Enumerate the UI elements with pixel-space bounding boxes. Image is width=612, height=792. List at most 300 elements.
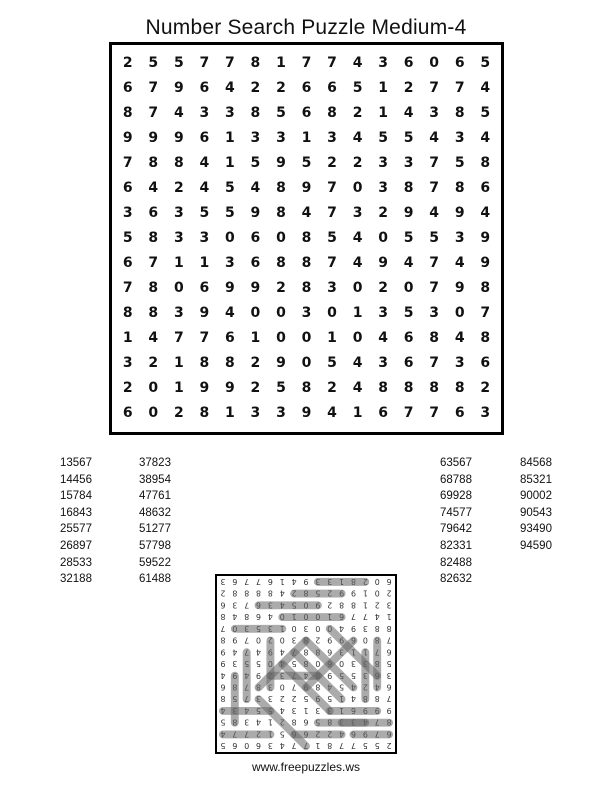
grid-cell: 7 (429, 255, 440, 272)
grid-cell: 4 (454, 255, 465, 272)
grid-cell: 5 (327, 229, 337, 246)
solution-digit: 8 (350, 576, 356, 586)
solution-digit: 2 (386, 741, 392, 751)
solution-digit: 8 (256, 588, 262, 598)
solution-digit: 7 (244, 682, 250, 692)
grid-cell: 2 (148, 355, 159, 372)
solution-digit: 5 (315, 717, 321, 727)
solution-digit: 3 (232, 659, 238, 669)
grid-cell: 4 (225, 79, 235, 96)
solution-digit: 4 (232, 612, 238, 622)
solution-digit: 9 (362, 729, 368, 739)
grid-cell: 6 (454, 405, 465, 422)
solution-digit: 3 (386, 600, 392, 610)
solution-digit: 3 (244, 623, 250, 633)
solution-digit: 3 (267, 600, 273, 610)
solution-digit: 1 (279, 623, 285, 633)
solution-digit: 7 (291, 647, 297, 657)
solution-digit: 1 (350, 647, 356, 657)
word-item: 14456 (60, 473, 92, 486)
solution-digit: 7 (244, 729, 250, 739)
grid-cell: 9 (250, 204, 261, 221)
solution-digit: 0 (374, 588, 380, 598)
solution-digit: 5 (256, 659, 262, 669)
grid-cell: 7 (429, 280, 440, 297)
solution-digit: 5 (315, 588, 321, 598)
solution-digit: 8 (291, 717, 297, 727)
solution-digit: 3 (350, 659, 356, 669)
grid-cell: 0 (276, 229, 286, 246)
grid-cell: 3 (378, 305, 388, 322)
solution-digit: 5 (339, 670, 345, 680)
solution-digit: 1 (279, 576, 285, 586)
grid-cell: 3 (276, 405, 286, 422)
solution-digit: 4 (232, 647, 238, 657)
grid-cell: 4 (352, 129, 363, 146)
solution-digit: 8 (220, 635, 226, 645)
word-item: 25577 (60, 523, 92, 536)
grid-cell: 9 (225, 380, 235, 397)
grid-cell: 7 (173, 330, 184, 347)
solution-digit: 6 (350, 705, 356, 715)
solution-digit: 3 (315, 705, 321, 715)
grid-cell: 7 (327, 179, 337, 196)
word-item: 84568 (520, 457, 552, 469)
grid-cell: 7 (454, 79, 465, 96)
solution-digit: 6 (350, 729, 356, 739)
solution-digit: 8 (327, 717, 333, 727)
solution-digit: 3 (256, 694, 262, 704)
word-item: 38954 (139, 473, 171, 486)
solution-digit: 4 (279, 647, 285, 657)
grid-cell: 5 (480, 54, 491, 71)
solution-digit: 1 (291, 612, 297, 622)
grid-cell: 6 (403, 355, 414, 372)
solution-digit: 7 (244, 635, 250, 645)
word-item: 82488 (440, 556, 472, 569)
grid-cell: 7 (301, 54, 312, 71)
grid-cell: 7 (122, 280, 133, 297)
solution-digit: 8 (244, 612, 250, 622)
grid-cell: 1 (122, 330, 133, 347)
word-item: 57798 (139, 539, 171, 552)
grid-cell: 8 (276, 204, 286, 221)
grid-cell: 4 (480, 79, 491, 96)
solution-digit: 1 (362, 647, 368, 657)
solution-digit: 3 (315, 576, 321, 586)
grid-cell: 4 (148, 179, 159, 196)
grid-cell: 4 (173, 104, 184, 121)
solution-digit: 4 (256, 717, 262, 727)
grid-cell: 8 (122, 104, 133, 121)
solution-digit: 3 (232, 600, 238, 610)
solution-digit: 4 (374, 682, 380, 692)
grid-cell: 7 (148, 255, 159, 272)
solution-digit: 5 (256, 623, 262, 633)
grid-cell: 8 (480, 330, 491, 347)
solution-digit: 7 (362, 612, 368, 622)
grid-cell: 1 (352, 405, 363, 422)
solution-digit: 0 (339, 659, 345, 669)
grid-cell: 8 (122, 305, 133, 322)
grid-cell: 7 (225, 54, 235, 71)
solution-digit: 4 (279, 741, 285, 751)
grid-cell: 1 (327, 330, 337, 347)
solution-digit: 5 (362, 741, 368, 751)
solution-digit: 3 (386, 670, 392, 680)
solution-digit: 5 (256, 705, 262, 715)
solution-digit: 7 (220, 623, 226, 633)
grid-cell: 3 (327, 129, 337, 146)
solution-digit: 1 (339, 705, 345, 715)
grid-cell: 3 (122, 204, 133, 221)
grid-cell: 6 (480, 179, 491, 196)
grid-cell: 7 (148, 79, 159, 96)
grid-cell: 2 (403, 79, 414, 96)
solution-digit: 6 (256, 741, 262, 751)
word-item: 82632 (440, 573, 472, 586)
solution-digit: 8 (244, 588, 250, 598)
solution-digit: 2 (327, 588, 333, 598)
grid-cell: 8 (301, 380, 312, 397)
solution-digit: 9 (303, 576, 309, 586)
solution-digit: 2 (291, 694, 297, 704)
solution-digit: 7 (232, 729, 238, 739)
grid-cell: 9 (301, 179, 312, 196)
solution-digit: 2 (315, 635, 321, 645)
solution-digit: 5 (291, 600, 297, 610)
solution-digit: 2 (386, 588, 392, 598)
solution-digit: 3 (279, 670, 285, 680)
grid-cell: 4 (429, 204, 440, 221)
grid-cell: 3 (250, 129, 261, 146)
grid-cell: 0 (276, 305, 286, 322)
grid-cell: 5 (276, 104, 286, 121)
solution-digit: 0 (315, 659, 321, 669)
grid-cell: 7 (429, 179, 440, 196)
grid-cell: 0 (429, 54, 440, 71)
solution-digit: 8 (267, 588, 273, 598)
solution-digit: 8 (232, 588, 238, 598)
solution-digit: 3 (267, 741, 273, 751)
solution-digit: 4 (220, 705, 226, 715)
grid-cell: 6 (378, 405, 388, 422)
grid-cell: 8 (301, 229, 312, 246)
word-item: 59522 (139, 556, 171, 569)
solution-digit: 7 (374, 717, 380, 727)
solution-digit: 2 (267, 635, 273, 645)
solution-digit: 0 (279, 635, 285, 645)
solution-digit: 2 (291, 588, 297, 598)
solution-digit: 3 (362, 623, 368, 633)
word-item: 61488 (139, 573, 171, 586)
grid-cell: 2 (276, 79, 286, 96)
grid-cell: 6 (199, 280, 210, 297)
solution-digit: 4 (279, 705, 285, 715)
solution-digit: 7 (244, 600, 250, 610)
solution-digit: 8 (303, 588, 309, 598)
grid-cell: 5 (352, 79, 363, 96)
solution-digit: 1 (339, 576, 345, 586)
word-item: 48632 (139, 506, 171, 519)
grid-cell: 9 (378, 255, 388, 272)
solution-digit: 3 (339, 717, 345, 727)
solution-digit: 9 (339, 588, 345, 598)
grid-cell: 9 (403, 204, 414, 221)
grid-cell: 2 (122, 54, 133, 71)
solution-digit: 8 (374, 659, 380, 669)
grid-cell: 3 (429, 305, 440, 322)
grid-cell: 0 (378, 229, 388, 246)
solution-digit: 3 (362, 659, 368, 669)
grid-cell: 8 (403, 380, 414, 397)
solution-digit: 7 (350, 612, 356, 622)
grid-cell: 7 (327, 204, 337, 221)
grid-cell: 9 (276, 154, 286, 171)
grid-cell: 5 (429, 229, 440, 246)
puzzle-grid (109, 42, 504, 435)
solution-digit: 8 (232, 682, 238, 692)
grid-cell: 4 (199, 154, 210, 171)
solution-digit: 9 (339, 635, 345, 645)
grid-cell: 8 (327, 104, 337, 121)
grid-cell: 9 (480, 255, 491, 272)
solution-digit: 3 (291, 635, 297, 645)
word-item: 63567 (440, 457, 472, 469)
solution-digit: 6 (339, 612, 345, 622)
solution-digit: 2 (327, 600, 333, 610)
solution-digit: 0 (315, 623, 321, 633)
grid-cell: 4 (327, 405, 337, 422)
grid-cell: 9 (122, 129, 133, 146)
grid-cell: 7 (199, 54, 210, 71)
grid-cell: 1 (378, 79, 388, 96)
solution-digit: 5 (232, 694, 238, 704)
grid-cell: 3 (454, 129, 465, 146)
grid-cell: 2 (327, 380, 337, 397)
grid-cell: 7 (199, 330, 210, 347)
grid-cell: 3 (352, 204, 363, 221)
grid-cell: 8 (480, 154, 491, 171)
solution-digit: 6 (303, 717, 309, 727)
grid-cell: 2 (173, 179, 184, 196)
grid-cell: 5 (148, 54, 159, 71)
solution-digit: 4 (279, 600, 285, 610)
grid-cell: 4 (199, 179, 210, 196)
grid-cell: 6 (250, 229, 261, 246)
solution-digit: 7 (374, 729, 380, 739)
grid-cell: 5 (173, 54, 184, 71)
solution-digit: 6 (267, 576, 273, 586)
solution-digit: 6 (256, 600, 262, 610)
grid-cell: 3 (225, 255, 235, 272)
grid-cell: 7 (480, 305, 491, 322)
solution-digit: 2 (327, 729, 333, 739)
solution-digit: 4 (220, 729, 226, 739)
grid-cell: 3 (199, 104, 210, 121)
grid-cell: 1 (199, 255, 210, 272)
solution-digit: 4 (303, 670, 309, 680)
grid-cell: 8 (250, 104, 261, 121)
solution-digit: 9 (350, 623, 356, 633)
grid-cell: 7 (148, 104, 159, 121)
solution-digit: 7 (386, 635, 392, 645)
grid-cell: 9 (250, 280, 261, 297)
solution-digit: 3 (327, 576, 333, 586)
grid-cell: 3 (378, 54, 388, 71)
grid-cell: 9 (199, 380, 210, 397)
solution-digit: 9 (232, 670, 238, 680)
grid-cell: 7 (403, 405, 414, 422)
word-item: 28533 (60, 556, 92, 569)
solution-digit: 4 (350, 682, 356, 692)
solution-digit: 8 (327, 741, 333, 751)
grid-cell: 8 (429, 330, 440, 347)
solution-digit: 2 (256, 729, 262, 739)
solution-digit: 8 (339, 600, 345, 610)
solution-digit: 1 (339, 694, 345, 704)
grid-cell: 1 (173, 380, 184, 397)
grid-cell: 9 (173, 79, 184, 96)
grid-cell: 1 (173, 255, 184, 272)
grid-cell: 6 (122, 405, 133, 422)
grid-cell: 8 (173, 154, 184, 171)
solution-digit: 3 (267, 694, 273, 704)
grid-cell: 0 (327, 305, 337, 322)
grid-cell: 4 (250, 179, 261, 196)
word-item: 69928 (440, 490, 472, 503)
solution-digit: 1 (362, 600, 368, 610)
solution-digit: 9 (315, 600, 321, 610)
solution-digit: 4 (327, 682, 333, 692)
grid-cell: 0 (403, 280, 414, 297)
grid-cell: 8 (148, 305, 159, 322)
solution-digit: 8 (220, 612, 226, 622)
solution-digit: 5 (291, 659, 297, 669)
grid-cell: 9 (454, 280, 465, 297)
solution-digit: 7 (350, 741, 356, 751)
word-item: 85321 (520, 473, 552, 486)
solution-digit: 9 (220, 647, 226, 657)
solution-digit: 0 (315, 612, 321, 622)
word-item: 32188 (60, 573, 92, 586)
grid-cell: 5 (403, 229, 414, 246)
solution-digit: 6 (327, 647, 333, 657)
solution-digit: 9 (303, 682, 309, 692)
grid-cell: 5 (378, 129, 388, 146)
solution-digit: 7 (386, 694, 392, 704)
word-item: 51277 (139, 523, 171, 536)
solution-digit: 5 (279, 729, 285, 739)
solution-digit: 5 (386, 659, 392, 669)
word-item: 74577 (440, 506, 472, 519)
word-item: 37823 (139, 457, 171, 469)
solution-digit: 9 (220, 659, 226, 669)
word-item: 16843 (60, 506, 92, 519)
solution-digit: 1 (315, 741, 321, 751)
solution-digit: 6 (327, 659, 333, 669)
solution-digit: 3 (267, 682, 273, 692)
solution-digit: 3 (362, 670, 368, 680)
solution-digit: 9 (232, 635, 238, 645)
solution-digit: 5 (267, 705, 273, 715)
grid-cell: 8 (454, 380, 465, 397)
grid-cell: 3 (173, 305, 184, 322)
solution-digit: 8 (315, 670, 321, 680)
grid-cell: 8 (378, 380, 388, 397)
grid-cell: 6 (403, 330, 414, 347)
grid-cell: 3 (480, 405, 491, 422)
grid-cell: 8 (454, 179, 465, 196)
solution-thumbnail (215, 574, 397, 754)
grid-cell: 7 (327, 54, 337, 71)
grid-cell: 8 (301, 255, 312, 272)
grid-cell: 3 (199, 229, 210, 246)
grid-cell: 9 (301, 405, 312, 422)
solution-digit: 4 (291, 576, 297, 586)
solution-digit: 6 (303, 729, 309, 739)
grid-cell: 4 (352, 229, 363, 246)
solution-digit: 9 (327, 670, 333, 680)
grid-cell: 8 (454, 104, 465, 121)
grid-cell: 3 (378, 154, 388, 171)
solution-digit: 7 (291, 682, 297, 692)
grid-cell: 0 (301, 330, 312, 347)
solution-digit: 8 (374, 635, 380, 645)
grid-cell: 7 (429, 79, 440, 96)
word-item: 90543 (520, 506, 552, 519)
solution-digit: 5 (327, 694, 333, 704)
solution-digit: 6 (220, 682, 226, 692)
solution-digit: 9 (327, 635, 333, 645)
solution-digit: 8 (386, 623, 392, 633)
solution-digit: 6 (256, 612, 262, 622)
solution-digit: 9 (267, 647, 273, 657)
grid-cell: 2 (480, 380, 491, 397)
solution-digit: 7 (291, 670, 297, 680)
grid-cell: 4 (403, 255, 414, 272)
solution-digit: 1 (303, 705, 309, 715)
solution-digit: 0 (244, 741, 250, 751)
grid-cell: 3 (225, 104, 235, 121)
grid-cell: 5 (276, 380, 286, 397)
grid-cell: 0 (148, 380, 159, 397)
grid-cell: 0 (352, 330, 363, 347)
grid-cell: 7 (429, 405, 440, 422)
grid-cell: 3 (276, 129, 286, 146)
grid-cell: 4 (352, 255, 363, 272)
grid-cell: 8 (480, 280, 491, 297)
grid-cell: 3 (173, 229, 184, 246)
solution-digit: 4 (350, 694, 356, 704)
solution-digit: 8 (350, 600, 356, 610)
grid-cell: 0 (454, 305, 465, 322)
grid-cell: 0 (225, 229, 235, 246)
grid-cell: 2 (250, 355, 261, 372)
grid-cell: 7 (429, 355, 440, 372)
grid-cell: 0 (352, 280, 363, 297)
grid-cell: 5 (454, 154, 465, 171)
solution-digit: 2 (220, 588, 226, 598)
solution-digit: 3 (339, 647, 345, 657)
grid-cell: 0 (250, 305, 261, 322)
word-item: 93490 (520, 523, 552, 536)
solution-digit: 7 (244, 576, 250, 586)
solution-digit: 4 (339, 729, 345, 739)
grid-cell: 5 (403, 129, 414, 146)
solution-digit: 4 (339, 623, 345, 633)
grid-cell: 5 (122, 229, 133, 246)
